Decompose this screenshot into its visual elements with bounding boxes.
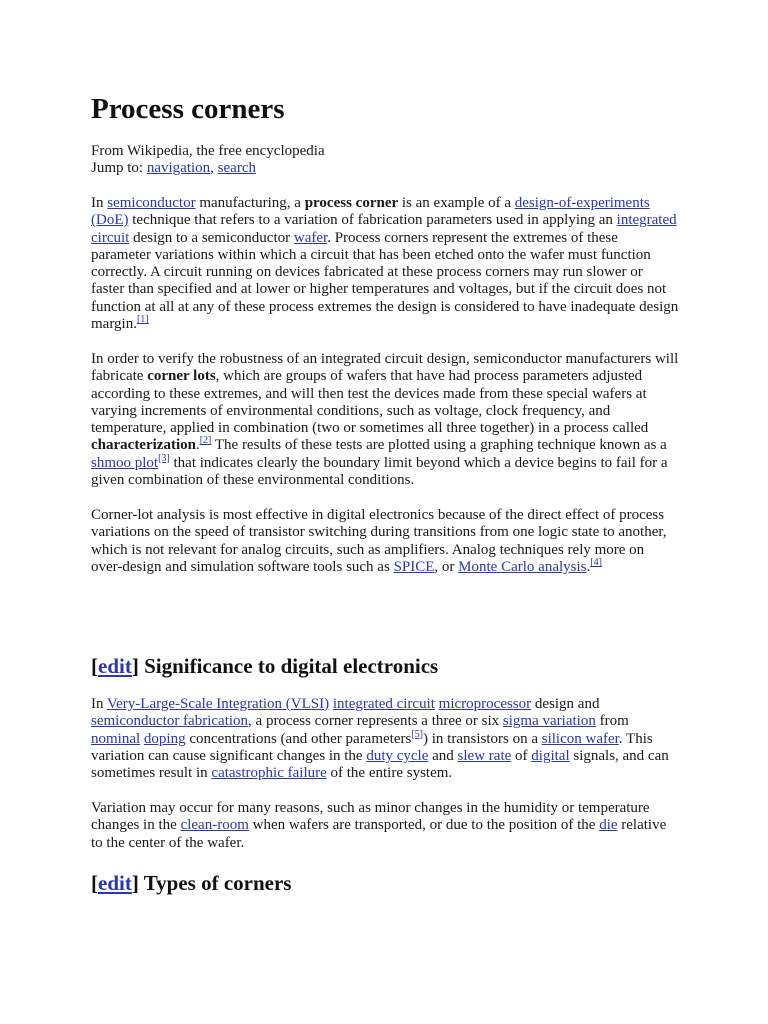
jump-links: Jump to: navigation, search xyxy=(91,160,256,177)
link-shmoo-plot[interactable]: shmoo plot xyxy=(91,454,159,471)
link-integrated-circuit-2[interactable]: integrated circuit xyxy=(332,696,435,712)
corner-lot-analysis-paragraph: Corner-lot analysis is most effective in digital electronics because of the direct effect of process variations on the speed of transistor switching during transitions from one logic state to another, which is not relevant for analog circuits, such as amplifiers. Analog techniques rely more on over-design and simulation software tools such as SPICE, or Monte Carlo analysis.[4] xyxy=(91,507,667,575)
link-sigma-variation[interactable]: sigma variation xyxy=(502,713,596,730)
term-corner-lots: corner lots xyxy=(147,368,216,385)
term-process-corner: process corner xyxy=(304,195,399,211)
link-monte-carlo-analysis[interactable]: Monte Carlo analysis xyxy=(458,558,587,575)
link-silicon-wafer[interactable]: silicon wafer xyxy=(541,730,619,747)
link-integrated-circuit[interactable]: integrated circuit xyxy=(91,212,677,246)
article-header-info xyxy=(91,143,325,178)
section-heading-significance: [edit] Significance to digital electronics xyxy=(91,654,439,678)
link-vlsi[interactable]: Very-Large-Scale Integration (VLSI) xyxy=(106,696,330,712)
reference-3[interactable]: [3] xyxy=(158,452,170,464)
link-microprocessor[interactable]: microprocessor xyxy=(438,696,532,712)
edit-link-significance[interactable]: edit xyxy=(98,654,132,678)
link-slew-rate[interactable]: slew rate xyxy=(457,747,512,764)
reference-4[interactable]: [4] xyxy=(590,556,602,568)
reference-1[interactable]: [1] xyxy=(136,314,149,326)
link-digital[interactable]: digital xyxy=(531,747,570,764)
intro-paragraph: In semiconductor manufacturing, a process corner is an example of a design-of-experiments (DoE) technique that refers to a variation of fabrication parameters used in applying an integrated circuit design to a semiconductor wafer. Process corners represent the extremes of these parameter variations within which a circuit that has been etched onto the wafer must function correctly. A circuit running on devices fabricated at these process corners may run slower or faster than specified and at lower or higher temperatures and voltages, but if the circuit does not function at all at any of these process extremes the design is considered to have inadequate design margin.[1] xyxy=(91,195,679,333)
navigation-link[interactable]: navigation xyxy=(146,160,211,177)
reference-5[interactable]: [5] xyxy=(411,728,423,740)
edit-link-types[interactable]: edit xyxy=(98,871,132,895)
link-wafer[interactable]: wafer xyxy=(293,229,328,246)
link-spice[interactable]: SPICE xyxy=(393,558,435,575)
link-semiconductor-fabrication[interactable]: semiconductor fabrication xyxy=(91,713,249,730)
link-design-of-experiments[interactable]: design-of-experiments (DoE) xyxy=(91,195,650,229)
section-heading-types-of-corners: [edit] Types of corners xyxy=(91,871,292,895)
link-die[interactable]: die xyxy=(599,817,618,834)
link-catastrophic-failure[interactable]: catastrophic failure xyxy=(211,765,327,782)
link-semiconductor[interactable]: semiconductor xyxy=(107,195,196,211)
search-link[interactable]: search xyxy=(217,160,256,177)
corner-lots-paragraph: In order to verify the robustness of an integrated circuit design, semiconductor manufacturers will fabricate corner lots, which are groups of wafers that have had process parameters adjusted according to these extremes, and will then test the devices made from these special wafers at varying increments of environmental conditions, such as voltage, clock frequency, and temperature, applied in combination (two or sometimes all three together) in a process called characterization.[2] The results of these tests are plotted using a graphing technique known as a shmoo plot[3] that indicates clearly the boundary limit beyond which a device begins to fail for a given combination of these environmental conditions. xyxy=(91,351,679,489)
tagline: From Wikipedia, the free encyclopedia xyxy=(91,143,325,159)
link-nominal[interactable]: nominal xyxy=(91,730,141,747)
page-title: Process corners xyxy=(91,93,285,125)
link-clean-room[interactable]: clean-room xyxy=(180,817,249,834)
link-doping[interactable]: doping xyxy=(143,730,186,747)
term-characterization: characterization xyxy=(91,437,196,454)
reference-2[interactable]: [2] xyxy=(199,435,212,447)
significance-paragraph: In Very-Large-Scale Integration (VLSI) integrated circuit microprocessor design and semiconductor fabrication, a process corner represents a three or six sigma variation from nominal doping concentrations (and other parameters[5]) in transistors on a silicon wafer. This variation can cause significant changes in the duty cycle and slew rate of digital signals, and can sometimes result in catastrophic failure of the entire system. xyxy=(91,696,669,782)
variation-paragraph: Variation may occur for many reasons, such as minor changes in the humidity or temperature changes in the clean-room when wafers are transported, or due to the position of the die relative to the center of the wafer. xyxy=(91,800,667,851)
link-duty-cycle[interactable]: duty cycle xyxy=(366,747,429,764)
